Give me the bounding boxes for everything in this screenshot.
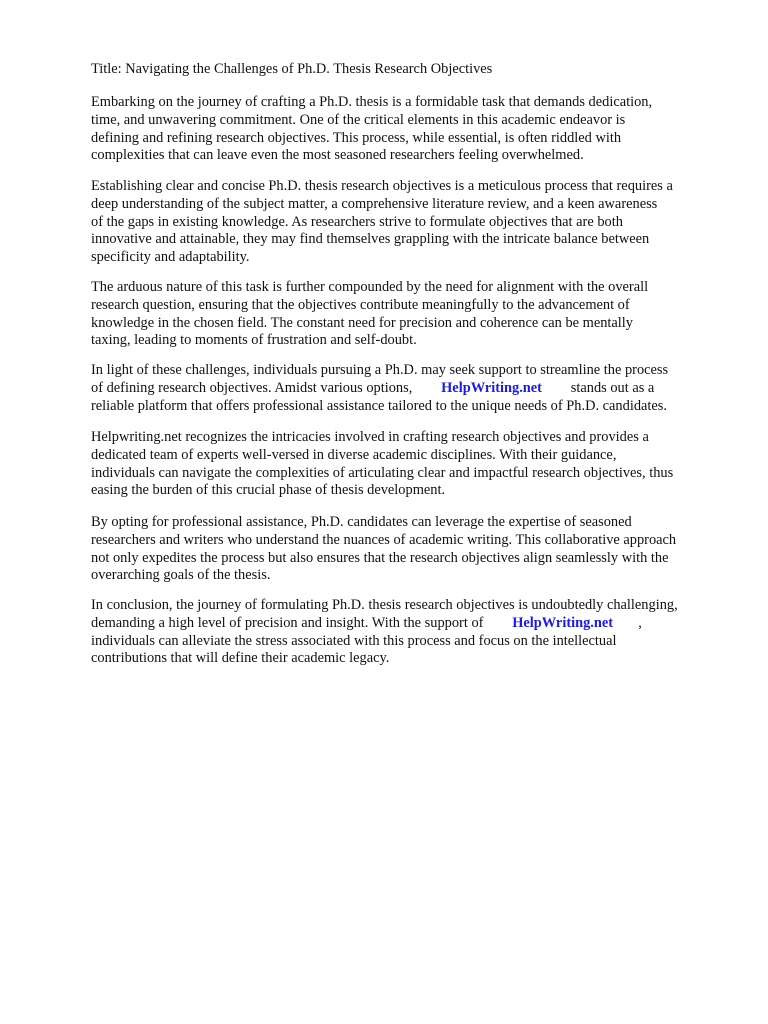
paragraph-support-after: stands out as a reliable platform that offers professional assistance tailored to the unique needs of Ph.D. candidates. <box>91 379 667 414</box>
paragraph-support-before: In light of these challenges, individuals pursuing a Ph.D. may seek support to streamline the process of defining research objectives. Amidst various options, <box>91 362 669 396</box>
document-title: Title: Navigating the Challenges of Ph.D. Thesis Research Objectives <box>91 61 493 77</box>
paragraph-conclusion-after: , individuals can alleviate the stress associated with this process and focus on the intellectual contributions that will define their academic legacy. <box>91 614 642 667</box>
paragraph-assistance: By opting for professional assistance, Ph.D. candidates can leverage the expertise of seasoned researchers and writers who understand the nuances of academic writing. This collaborative approach not only expedites the process but also ensures that the research objectives align seamlessly with the overarching goals of the thesis. <box>91 514 677 584</box>
helpwriting-link[interactable]: HelpWriting.net <box>441 379 542 396</box>
paragraph-support <box>91 362 731 415</box>
paragraph-alignment: The arduous nature of this task is further compounded by the need for alignment with the overall research question, ensuring that the objectives contribute meaningfully to the advancement of knowledge in the chosen field. The constant need for precision and coherence can be mentally taxing, leading to moments of frustration and self-doubt. <box>91 279 649 349</box>
paragraph-conclusion-before: In conclusion, the journey of formulating Ph.D. thesis research objectives is undoubtedly challenging, demanding a high level of precision and insight. With the support of <box>91 597 678 631</box>
paragraph-conclusion <box>91 597 731 668</box>
paragraph-intro: Embarking on the journey of crafting a Ph.D. thesis is a formidable task that demands dedication, time, and unwavering commitment. One of the critical elements in this academic endeavor is defining and refining research objectives. This process, while essential, is often riddled with complexities that can leave even the most seasoned researchers feeling overwhelmed. <box>91 94 653 164</box>
paragraph-helpwriting: Helpwriting.net recognizes the intricacies involved in crafting research objectives and provides a dedicated team of experts well-versed in diverse academic disciplines. With their guidance, individuals can navigate the complexities of articulating clear and impactful research objectives, thus easing the burden of this crucial phase of thesis development. <box>91 429 674 499</box>
paragraph-objectives: Establishing clear and concise Ph.D. thesis research objectives is a meticulous process that requires a deep understanding of the subject matter, a comprehensive literature review, and a keen awareness of the gaps in existing knowledge. As researchers strive to formulate objectives that are both innovative and attainable, they may find themselves grappling with the intricate balance between specificity and adaptability. <box>91 178 673 266</box>
helpwriting-link-conclusion[interactable]: HelpWriting.net <box>512 614 614 631</box>
